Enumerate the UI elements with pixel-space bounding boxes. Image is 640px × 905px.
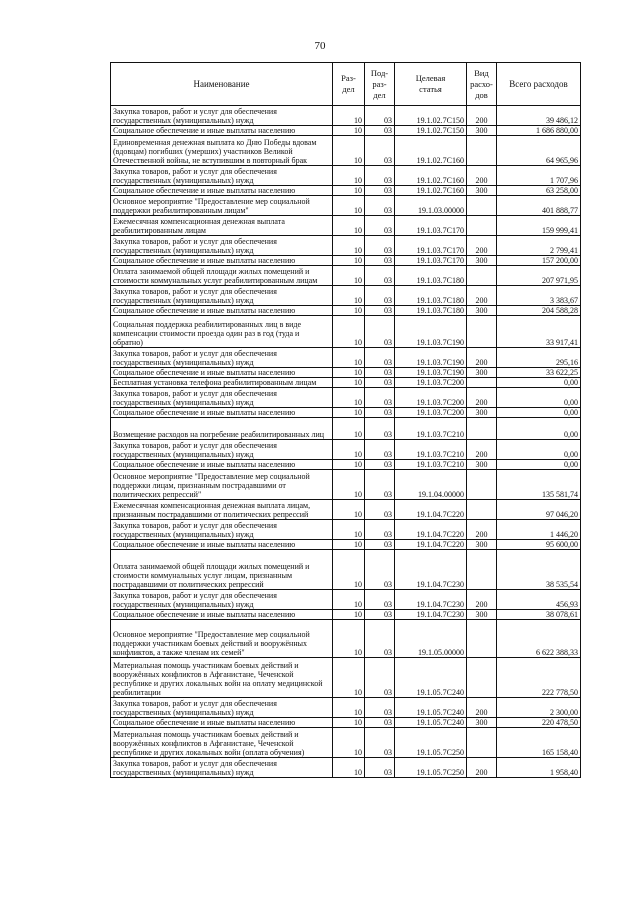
row-code: 19.1.02.7С150 — [395, 106, 467, 126]
row-podrazdel: 03 — [365, 550, 395, 590]
row-name: Оплата занимаемой общей площади жилых помещений и стоимости коммунальных услуг лицам, признанным пострадавшими от политических репрессий — [111, 550, 333, 590]
table-row — [111, 348, 581, 368]
row-vid: 200 — [467, 388, 497, 408]
row-code: 19.1.05.7С250 — [395, 758, 467, 778]
row-razdel: 10 — [333, 126, 365, 136]
row-vid — [467, 378, 497, 388]
row-podrazdel: 03 — [365, 758, 395, 778]
row-name: Закупка товаров, работ и услуг для обеспечения государственных (муниципальных) нужд — [111, 236, 333, 256]
row-code: 19.1.02.7С150 — [395, 126, 467, 136]
row-total: 33 622,25 — [497, 368, 581, 378]
row-podrazdel: 03 — [365, 186, 395, 196]
table-row — [111, 590, 581, 610]
row-total: 97 046,20 — [497, 500, 581, 520]
row-name: Возмещение расходов на погребение реабилитированных лиц — [111, 418, 333, 440]
row-podrazdel: 03 — [365, 460, 395, 470]
table-row — [111, 470, 581, 500]
row-total: 456,93 — [497, 590, 581, 610]
row-total: 0,00 — [497, 418, 581, 440]
row-vid — [467, 216, 497, 236]
row-code: 19.1.03.7С180 — [395, 266, 467, 286]
row-razdel: 10 — [333, 106, 365, 126]
row-podrazdel: 03 — [365, 126, 395, 136]
row-podrazdel: 03 — [365, 378, 395, 388]
row-vid: 200 — [467, 348, 497, 368]
table-row — [111, 620, 581, 658]
row-razdel: 10 — [333, 286, 365, 306]
row-vid — [467, 470, 497, 500]
table-row — [111, 418, 581, 440]
table-row — [111, 136, 581, 166]
row-code: 19.1.03.7С180 — [395, 306, 467, 316]
row-vid: 300 — [467, 610, 497, 620]
table-row — [111, 408, 581, 418]
header-razdel: Раз- дел — [333, 63, 365, 106]
row-total: 401 888,77 — [497, 196, 581, 216]
row-razdel: 10 — [333, 368, 365, 378]
row-podrazdel: 03 — [365, 348, 395, 368]
row-code: 19.1.02.7С160 — [395, 136, 467, 166]
row-code: 19.1.04.7С220 — [395, 540, 467, 550]
row-total: 222 778,50 — [497, 658, 581, 698]
table-row — [111, 216, 581, 236]
row-vid: 200 — [467, 698, 497, 718]
table-row — [111, 610, 581, 620]
row-vid — [467, 418, 497, 440]
row-total: 0,00 — [497, 460, 581, 470]
row-podrazdel: 03 — [365, 620, 395, 658]
row-razdel: 10 — [333, 520, 365, 540]
row-podrazdel: 03 — [365, 590, 395, 610]
table-row — [111, 698, 581, 718]
table-row — [111, 460, 581, 470]
row-razdel: 10 — [333, 266, 365, 286]
row-vid: 200 — [467, 166, 497, 186]
row-podrazdel: 03 — [365, 440, 395, 460]
row-name: Социальное обеспечение и иные выплаты населению — [111, 256, 333, 266]
row-code: 19.1.02.7С160 — [395, 166, 467, 186]
row-name: Социальное обеспечение и иные выплаты населению — [111, 540, 333, 550]
table-row — [111, 500, 581, 520]
row-name: Закупка товаров, работ и услуг для обеспечения государственных (муниципальных) нужд — [111, 698, 333, 718]
row-total: 165 158,40 — [497, 728, 581, 758]
row-code: 19.1.04.7С220 — [395, 500, 467, 520]
row-total: 220 478,50 — [497, 718, 581, 728]
row-vid: 300 — [467, 408, 497, 418]
header-code: Целевая статья — [395, 63, 467, 106]
row-podrazdel: 03 — [365, 610, 395, 620]
row-code: 19.1.03.00000 — [395, 196, 467, 216]
row-total: 63 258,00 — [497, 186, 581, 196]
row-name: Ежемесячная компенсационная денежная выплата реабилитированным лицам — [111, 216, 333, 236]
row-name: Основное мероприятие "Предоставление мер социальной поддержки участникам боевых действий и вооружённых конфликтов, а также членам их семей" — [111, 620, 333, 658]
page-number: 70 — [314, 40, 326, 52]
row-razdel: 10 — [333, 216, 365, 236]
row-total: 157 200,00 — [497, 256, 581, 266]
row-name: Закупка товаров, работ и услуг для обеспечения государственных (муниципальных) нужд — [111, 758, 333, 778]
row-name: Социальное обеспечение и иные выплаты населению — [111, 186, 333, 196]
row-razdel: 10 — [333, 698, 365, 718]
row-code: 19.1.03.7С200 — [395, 388, 467, 408]
row-podrazdel: 03 — [365, 286, 395, 306]
row-razdel: 10 — [333, 378, 365, 388]
row-podrazdel: 03 — [365, 718, 395, 728]
row-total: 2 799,41 — [497, 236, 581, 256]
row-total: 0,00 — [497, 408, 581, 418]
row-name: Социальное обеспечение и иные выплаты населению — [111, 368, 333, 378]
row-razdel: 10 — [333, 550, 365, 590]
row-code: 19.1.04.7С220 — [395, 520, 467, 540]
row-vid: 300 — [467, 718, 497, 728]
header-podrazdel: Под- раз- дел — [365, 63, 395, 106]
row-code: 19.1.03.7С180 — [395, 286, 467, 306]
row-podrazdel: 03 — [365, 728, 395, 758]
table-row — [111, 166, 581, 186]
row-razdel: 10 — [333, 348, 365, 368]
row-code: 19.1.03.7С170 — [395, 236, 467, 256]
table-row — [111, 186, 581, 196]
row-total: 33 917,41 — [497, 316, 581, 348]
row-vid: 200 — [467, 106, 497, 126]
table-row — [111, 126, 581, 136]
row-vid: 300 — [467, 186, 497, 196]
row-total: 135 581,74 — [497, 470, 581, 500]
row-podrazdel: 03 — [365, 166, 395, 186]
row-podrazdel: 03 — [365, 698, 395, 718]
row-code: 19.1.04.00000 — [395, 470, 467, 500]
table-row — [111, 106, 581, 126]
row-name: Закупка товаров, работ и услуг для обеспечения государственных (муниципальных) нужд — [111, 286, 333, 306]
row-vid: 200 — [467, 440, 497, 460]
row-vid: 300 — [467, 126, 497, 136]
row-vid: 300 — [467, 368, 497, 378]
row-name: Закупка товаров, работ и услуг для обеспечения государственных (муниципальных) нужд — [111, 440, 333, 460]
row-total: 38 535,54 — [497, 550, 581, 590]
row-razdel: 10 — [333, 196, 365, 216]
row-name: Социальное обеспечение и иные выплаты населению — [111, 460, 333, 470]
row-vid: 200 — [467, 236, 497, 256]
row-razdel: 10 — [333, 470, 365, 500]
row-name: Закупка товаров, работ и услуг для обеспечения государственных (муниципальных) нужд — [111, 166, 333, 186]
row-vid — [467, 658, 497, 698]
row-vid — [467, 728, 497, 758]
row-vid: 200 — [467, 286, 497, 306]
row-podrazdel: 03 — [365, 216, 395, 236]
table-row — [111, 306, 581, 316]
row-total: 0,00 — [497, 378, 581, 388]
row-total: 159 999,41 — [497, 216, 581, 236]
row-name: Социальное обеспечение и иные выплаты населению — [111, 610, 333, 620]
row-razdel: 10 — [333, 500, 365, 520]
row-vid — [467, 316, 497, 348]
row-razdel: 10 — [333, 418, 365, 440]
row-podrazdel: 03 — [365, 520, 395, 540]
row-podrazdel: 03 — [365, 368, 395, 378]
row-total: 1 686 880,00 — [497, 126, 581, 136]
row-total: 0,00 — [497, 440, 581, 460]
row-name: Основное мероприятие "Предоставление мер социальной поддержки реабилитированным лицам" — [111, 196, 333, 216]
row-podrazdel: 03 — [365, 306, 395, 316]
table-row — [111, 540, 581, 550]
table-row — [111, 550, 581, 590]
table-row — [111, 758, 581, 778]
row-razdel: 10 — [333, 440, 365, 460]
table-row — [111, 316, 581, 348]
header-vid: Вид расхо- дов — [467, 63, 497, 106]
row-name: Основное мероприятие "Предоставление мер социальной поддержки лицам, признанным пострадавшими от политических репрессий" — [111, 470, 333, 500]
budget-table — [110, 62, 581, 778]
row-podrazdel: 03 — [365, 236, 395, 256]
row-razdel: 10 — [333, 166, 365, 186]
row-vid: 300 — [467, 306, 497, 316]
row-code: 19.1.02.7С160 — [395, 186, 467, 196]
row-podrazdel: 03 — [365, 256, 395, 266]
table-row — [111, 520, 581, 540]
row-razdel: 10 — [333, 758, 365, 778]
row-razdel: 10 — [333, 540, 365, 550]
row-code: 19.1.03.7С190 — [395, 348, 467, 368]
row-code: 19.1.04.7С230 — [395, 610, 467, 620]
row-podrazdel: 03 — [365, 266, 395, 286]
row-podrazdel: 03 — [365, 500, 395, 520]
row-code: 19.1.05.7С250 — [395, 728, 467, 758]
row-total: 39 486,12 — [497, 106, 581, 126]
row-code: 19.1.05.7С240 — [395, 658, 467, 698]
row-razdel: 10 — [333, 306, 365, 316]
table-row — [111, 196, 581, 216]
row-name: Бесплатная установка телефона реабилитированным лицам — [111, 378, 333, 388]
table-body — [111, 106, 581, 778]
table-row — [111, 658, 581, 698]
row-total: 38 078,61 — [497, 610, 581, 620]
row-vid — [467, 266, 497, 286]
row-razdel: 10 — [333, 186, 365, 196]
row-total: 295,16 — [497, 348, 581, 368]
table-row — [111, 368, 581, 378]
row-razdel: 10 — [333, 236, 365, 256]
row-total: 1 446,20 — [497, 520, 581, 540]
row-name: Ежемесячная компенсационная денежная выплата лицам, признанным пострадавшими от политических репрессий — [111, 500, 333, 520]
row-razdel: 10 — [333, 718, 365, 728]
row-podrazdel: 03 — [365, 408, 395, 418]
row-code: 19.1.03.7С210 — [395, 418, 467, 440]
row-total: 207 971,95 — [497, 266, 581, 286]
row-name: Социальное обеспечение и иные выплаты населению — [111, 306, 333, 316]
row-code: 19.1.05.7С240 — [395, 718, 467, 728]
row-name: Единовременная денежная выплата ко Дню Победы вдовам (вдовцам) погибших (умерших) участников Великой Отечественной войны, не вступившим в повторный брак — [111, 136, 333, 166]
row-razdel: 10 — [333, 460, 365, 470]
row-code: 19.1.03.7С170 — [395, 216, 467, 236]
header-total: Всего расходов — [497, 63, 581, 106]
row-total: 6 622 388,33 — [497, 620, 581, 658]
row-name: Закупка товаров, работ и услуг для обеспечения государственных (муниципальных) нужд — [111, 590, 333, 610]
row-vid: 200 — [467, 758, 497, 778]
row-code: 19.1.05.7С240 — [395, 698, 467, 718]
row-razdel: 10 — [333, 620, 365, 658]
row-razdel: 10 — [333, 728, 365, 758]
row-code: 19.1.03.7С200 — [395, 408, 467, 418]
row-podrazdel: 03 — [365, 316, 395, 348]
table-row — [111, 728, 581, 758]
row-vid — [467, 196, 497, 216]
row-razdel: 10 — [333, 590, 365, 610]
row-razdel: 10 — [333, 388, 365, 408]
row-podrazdel: 03 — [365, 106, 395, 126]
row-razdel: 10 — [333, 256, 365, 266]
row-podrazdel: 03 — [365, 388, 395, 408]
header-name: Наименование — [111, 63, 333, 106]
row-razdel: 10 — [333, 610, 365, 620]
row-podrazdel: 03 — [365, 196, 395, 216]
row-podrazdel: 03 — [365, 418, 395, 440]
table-row — [111, 378, 581, 388]
row-podrazdel: 03 — [365, 540, 395, 550]
row-name: Закупка товаров, работ и услуг для обеспечения государственных (муниципальных) нужд — [111, 520, 333, 540]
row-name: Закупка товаров, работ и услуг для обеспечения государственных (муниципальных) нужд — [111, 106, 333, 126]
table-row — [111, 440, 581, 460]
row-total: 1 958,40 — [497, 758, 581, 778]
row-code: 19.1.03.7С190 — [395, 316, 467, 348]
row-razdel: 10 — [333, 316, 365, 348]
table-row — [111, 266, 581, 286]
row-razdel: 10 — [333, 658, 365, 698]
row-total: 64 965,96 — [497, 136, 581, 166]
row-name: Социальное обеспечение и иные выплаты населению — [111, 408, 333, 418]
row-code: 19.1.04.7С230 — [395, 550, 467, 590]
row-total: 0,00 — [497, 388, 581, 408]
table-row — [111, 236, 581, 256]
row-code: 19.1.03.7С170 — [395, 256, 467, 266]
row-code: 19.1.03.7С200 — [395, 378, 467, 388]
row-name: Оплата занимаемой общей площади жилых помещений и стоимости коммунальных услуг реабилитированным лицам — [111, 266, 333, 286]
row-razdel: 10 — [333, 408, 365, 418]
row-podrazdel: 03 — [365, 136, 395, 166]
row-podrazdel: 03 — [365, 470, 395, 500]
table-row — [111, 718, 581, 728]
row-name: Материальная помощь участникам боевых действий и вооружённых конфликтов в Афганистане, Чеченской республике и других локальных войн на оплату медицинской реабилитации — [111, 658, 333, 698]
row-code: 19.1.04.7С230 — [395, 590, 467, 610]
row-name: Закупка товаров, работ и услуг для обеспечения государственных (муниципальных) нужд — [111, 348, 333, 368]
table-row — [111, 388, 581, 408]
row-name: Закупка товаров, работ и услуг для обеспечения государственных (муниципальных) нужд — [111, 388, 333, 408]
row-total: 3 383,67 — [497, 286, 581, 306]
row-vid — [467, 620, 497, 658]
row-vid: 200 — [467, 520, 497, 540]
row-vid: 300 — [467, 540, 497, 550]
table-row — [111, 286, 581, 306]
row-vid — [467, 500, 497, 520]
row-name: Социальное обеспечение и иные выплаты населению — [111, 718, 333, 728]
row-total: 204 588,28 — [497, 306, 581, 316]
table-row — [111, 256, 581, 266]
row-name: Материальная помощь участникам боевых действий и вооружённых конфликтов в Афганистане, Чеченской республике и других локальных войн (оплата обучения) — [111, 728, 333, 758]
row-code: 19.1.05.00000 — [395, 620, 467, 658]
row-vid: 300 — [467, 460, 497, 470]
row-code: 19.1.03.7С210 — [395, 460, 467, 470]
table-header — [111, 63, 581, 106]
row-name: Социальная поддержка реабилитированных лиц в виде компенсации стоимости проезда один раз в год (туда и обратно) — [111, 316, 333, 348]
row-podrazdel: 03 — [365, 658, 395, 698]
row-vid — [467, 550, 497, 590]
row-total: 1 707,96 — [497, 166, 581, 186]
row-vid: 200 — [467, 590, 497, 610]
row-razdel: 10 — [333, 136, 365, 166]
row-name: Социальное обеспечение и иные выплаты населению — [111, 126, 333, 136]
row-code: 19.1.03.7С210 — [395, 440, 467, 460]
row-vid: 300 — [467, 256, 497, 266]
row-code: 19.1.03.7С190 — [395, 368, 467, 378]
row-total: 2 300,00 — [497, 698, 581, 718]
row-total: 95 600,00 — [497, 540, 581, 550]
row-vid — [467, 136, 497, 166]
